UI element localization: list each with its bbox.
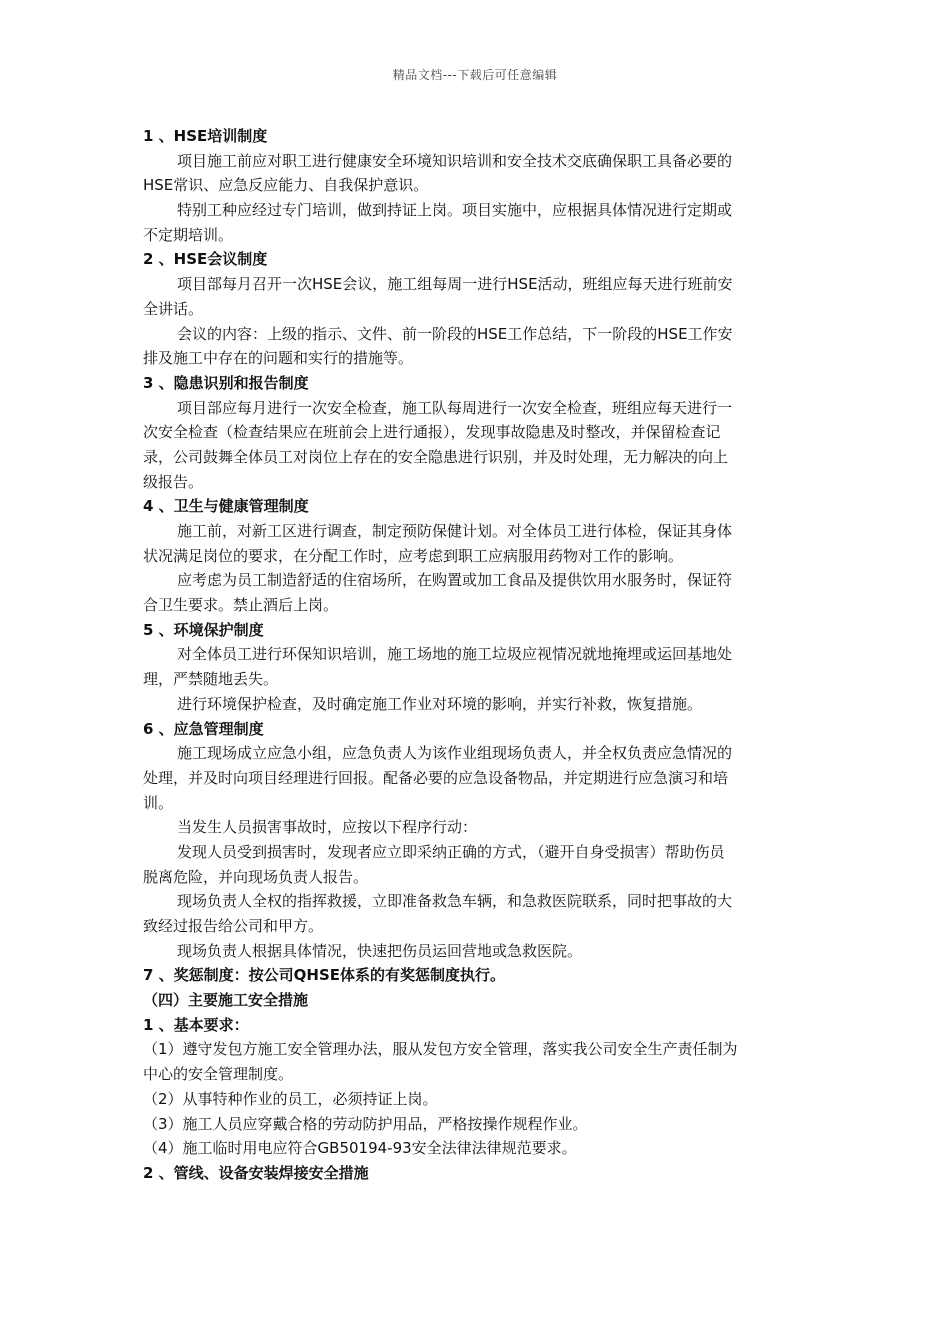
document-body (143, 124, 808, 1186)
paragraph-line: 训。 (143, 793, 174, 812)
section-heading: （四）主要施工安全措施 (143, 991, 309, 1010)
paragraph-line: 合卫生要求。禁止酒后上岗。 (143, 596, 339, 615)
paragraph-line: 录，公司鼓舞全体员工对岗位上存在的安全隐患进行识别，并及时处理，无力解决的向上 (143, 447, 729, 466)
section-heading: 5 、环境保护制度 (143, 620, 264, 639)
paragraph-line: 当发生人员损害事故时，应按以下程序行动： (177, 818, 478, 837)
paragraph-line: 发现人员受到损害时，发现者应立即采纳正确的方式，（避开自身受损害）帮助伤员 (177, 842, 725, 861)
paragraph-line: 不定期培训。 (143, 225, 234, 244)
paragraph-line: 进行环境保护检查，及时确定施工作业对环境的影响，并实行补救，恢复措施。 (177, 694, 703, 713)
paragraph-line: 项目部应每月进行一次安全检查，施工队每周进行一次安全检查，班组应每天进行一 (177, 398, 733, 417)
paragraph-line: （3）施工人员应穿戴合格的劳动防护用品，严格按操作规程作业。 (143, 1114, 588, 1133)
paragraph-line: （1）遵守发包方施工安全管理办法，服从发包方安全管理，落实我公司安全生产责任制为 (143, 1040, 738, 1059)
paragraph-line: 应考虑为员工制造舒适的住宿场所，在购置或加工食品及提供饮用水服务时，保证符 (177, 571, 733, 590)
paragraph-line: 对全体员工进行环保知识培训，施工场地的施工垃圾应视情况就地掩埋或运回基地处 (177, 645, 733, 664)
section-heading: 2 、管线、设备安装焊接安全措施 (143, 1163, 369, 1182)
paragraph-line: 全讲话。 (143, 299, 204, 318)
paragraph-line: 特别工种应经过专门培训，做到持证上岗。项目实施中，应根据具体情况进行定期或 (177, 201, 733, 220)
paragraph-line: 现场负责人根据具体情况，快速把伤员运回营地或急救医院。 (177, 941, 583, 960)
paragraph-line: 排及施工中存在的问题和实行的措施等。 (143, 349, 414, 368)
paragraph-line: 理，严禁随地丢失。 (143, 670, 279, 689)
page-watermark: 精品文档---下载后可任意编辑 (392, 68, 558, 82)
paragraph-line: 项目部每月召开一次HSE会议，施工组每周一进行HSE活动，班组应每天进行班前安 (177, 275, 733, 294)
paragraph-line: （4）施工临时用电应符合GB50194-93安全法律法律规范要求。 (143, 1139, 577, 1158)
section-heading: 1 、HSE培训制度 (143, 127, 268, 145)
paragraph-line: 施工前，对新工区进行调查，制定预防保健计划。对全体员工进行体检，保证其身体 (177, 522, 733, 540)
section-heading: 3 、隐患识别和报告制度 (143, 373, 309, 392)
paragraph-line: 项目施工前应对职工进行健康安全环境知识培训和安全技术交底确保职工具备必要的 (177, 151, 733, 170)
paragraph-line: 现场负责人全权的指挥救援，立即准备救急车辆，和急救医院联系，同时把事故的大 (177, 892, 733, 911)
paragraph-line: （2）从事特种作业的员工，必须持证上岗。 (143, 1089, 438, 1108)
section-heading: 7 、奖惩制度：按公司QHSE体系的有奖惩制度执行。 (143, 966, 506, 985)
section-heading: 4 、卫生与健康管理制度 (143, 497, 309, 516)
paragraph-line: 级报告。 (143, 472, 204, 491)
paragraph-line: 致经过报告给公司和甲方。 (143, 917, 324, 935)
paragraph-line: 状况满足岗位的要求，在分配工作时，应考虑到职工应病服用药物对工作的影响。 (143, 546, 684, 565)
paragraph-line: 次安全检查（检查结果应在班前会上进行通报），发现事故隐患及时整改，并保留检查记 (143, 423, 721, 442)
section-heading: 1 、基本要求： (143, 1015, 249, 1034)
paragraph-line: HSE常识、应急反应能力、自我保护意识。 (143, 176, 429, 195)
paragraph-line: 处理，并及时向项目经理进行回报。配备必要的应急设备物品，并定期进行应急演习和培 (143, 768, 729, 787)
paragraph-line: 会议的内容：上级的指示、文件、前一阶段的HSE工作总结，下一阶段的HSE工作安 (177, 324, 733, 343)
section-heading: 2 、HSE会议制度 (143, 250, 268, 269)
section-heading: 6 、应急管理制度 (143, 719, 264, 738)
paragraph-line: 中心的安全管理制度。 (143, 1065, 294, 1084)
paragraph-line: 脱离危险，并向现场负责人报告。 (143, 867, 369, 886)
paragraph-line: 施工现场成立应急小组，应急负责人为该作业组现场负责人，并全权负责应急情况的 (177, 744, 733, 763)
